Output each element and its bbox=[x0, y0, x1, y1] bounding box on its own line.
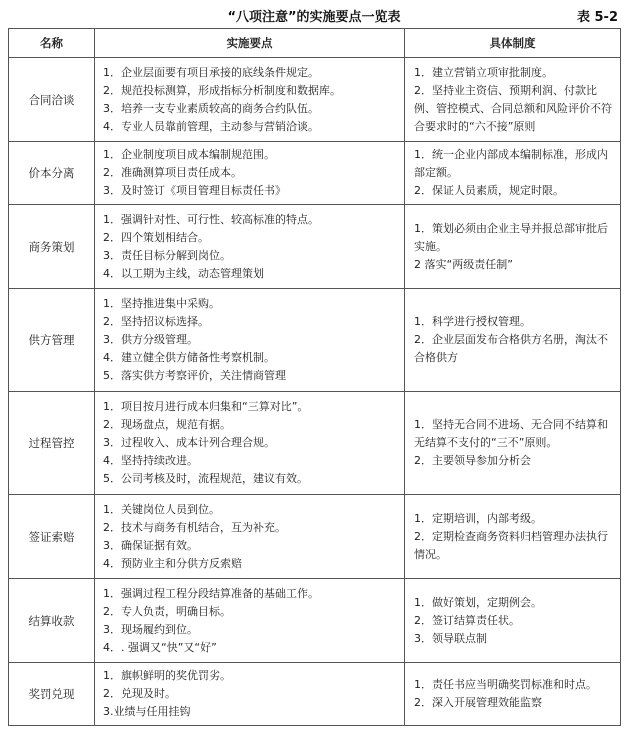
point-item: 3．及时签订《项目管理目标责任书》 bbox=[103, 184, 286, 197]
rule-item: 2．定期检查商务资料归档管理办法执行情况。 bbox=[414, 529, 608, 561]
rule-item: 2．主要领导参加分析会 bbox=[414, 454, 531, 467]
rule-item: 1．做好策划，定期例会。 bbox=[414, 595, 542, 609]
point-item: 3．责任目标分解到岗位。 bbox=[103, 248, 231, 262]
point-item: 1．企业制度项目成本编制规范围。 bbox=[103, 148, 275, 161]
point-item: 2．四个策划相结合。 bbox=[103, 230, 209, 244]
point-item: 1．企业层面要有项目承接的底线条件规定。 bbox=[103, 65, 319, 79]
table-row bbox=[9, 142, 621, 205]
point-item: 1．强调针对性、可行性、较高标准的特点。 bbox=[103, 212, 319, 226]
point-item: 1．旗帜鲜明的奖优罚劣。 bbox=[103, 669, 231, 682]
row-name: 过程管控 bbox=[9, 392, 95, 495]
row-points bbox=[95, 205, 405, 289]
rule-item: 3．领导联点制 bbox=[414, 631, 487, 645]
column-header-name: 名称 bbox=[9, 29, 95, 58]
point-item: 4．预防业主和分供方反索赔 bbox=[103, 556, 242, 570]
row-points bbox=[95, 142, 405, 205]
row-name: 奖罚兑现 bbox=[9, 663, 95, 726]
row-rules bbox=[405, 392, 621, 495]
rule-item: 1．定期培训，内部考级。 bbox=[414, 511, 542, 525]
point-item: 5．落实供方考察评价，关注情商管理 bbox=[103, 369, 286, 382]
table-row bbox=[9, 579, 621, 663]
point-item: 4．以工期为主线，动态管理策划 bbox=[103, 266, 264, 280]
table-row bbox=[9, 58, 621, 142]
table-row bbox=[9, 205, 621, 289]
row-points bbox=[95, 579, 405, 663]
table-row bbox=[9, 392, 621, 495]
implementation-table bbox=[8, 28, 621, 726]
table-title: “八项注意”的实施要点一览表 bbox=[227, 10, 401, 25]
row-name: 结算收款 bbox=[9, 579, 95, 663]
point-item: 3．确保证据有效。 bbox=[103, 538, 198, 552]
row-rules bbox=[405, 58, 621, 142]
point-item: 1．关键岗位人员到位。 bbox=[103, 502, 220, 516]
rule-item: 1．建立营销立项审批制度。 bbox=[414, 65, 553, 79]
point-item: 4．建立健全供方储备性考察机制。 bbox=[103, 351, 275, 364]
rule-item: 2．保证人员素质，规定时限。 bbox=[414, 184, 564, 197]
row-points bbox=[95, 289, 405, 392]
point-item: 3.业绩与任用挂钩 bbox=[103, 705, 191, 718]
rule-item: 2．企业层面发布合格供方名册，淘汰不合格供方 bbox=[414, 333, 608, 364]
rule-item: 2．坚持业主资信、预期利润、付款比例、管控模式、合同总额和风险评价不符合要求时的“六不接”原则 bbox=[414, 83, 612, 133]
rule-item: 1．策划必须由企业主导并报总部审批后实施。 bbox=[414, 221, 608, 253]
point-item: 2．坚持招议标选择。 bbox=[103, 315, 209, 328]
row-name: 合同洽谈 bbox=[9, 58, 95, 142]
point-item: 2．规范投标测算，形成指标分析制度和数据库。 bbox=[103, 83, 341, 97]
point-item: 2．兑现及时。 bbox=[103, 687, 176, 700]
row-name: 商务策划 bbox=[9, 205, 95, 289]
point-item: 4．. 强调又“快”又“好” bbox=[103, 640, 217, 654]
row-points bbox=[95, 58, 405, 142]
point-item: 1．坚持推进集中采购。 bbox=[103, 297, 220, 310]
row-rules bbox=[405, 579, 621, 663]
row-name: 签证索赔 bbox=[9, 495, 95, 579]
rule-item: 2．签订结算责任状。 bbox=[414, 613, 520, 627]
table-number: 表 5-2 bbox=[576, 10, 618, 25]
row-name: 价本分离 bbox=[9, 142, 95, 205]
rule-item: 2．深入开展管理效能监察 bbox=[414, 696, 542, 709]
rule-item: 2 落实“两级责任制” bbox=[414, 257, 513, 271]
row-rules bbox=[405, 663, 621, 726]
point-item: 3．过程收入、成本计列合理合规。 bbox=[103, 436, 275, 449]
rule-item: 1．科学进行授权管理。 bbox=[414, 315, 531, 328]
row-points bbox=[95, 392, 405, 495]
point-item: 3．培养一支专业素质较高的商务合约队伍。 bbox=[103, 101, 319, 115]
row-rules bbox=[405, 205, 621, 289]
point-item: 1．强调过程工程分段结算准备的基础工作。 bbox=[103, 586, 319, 600]
point-item: 2．技术与商务有机结合，互为补充。 bbox=[103, 520, 286, 534]
row-points bbox=[95, 495, 405, 579]
table-row bbox=[9, 663, 621, 726]
row-rules bbox=[405, 142, 621, 205]
point-item: 2．现场盘点，规范有据。 bbox=[103, 418, 231, 431]
point-item: 4．坚持持续改进。 bbox=[103, 454, 198, 467]
point-item: 3．现场履约到位。 bbox=[103, 622, 198, 636]
column-header-rules: 具体制度 bbox=[405, 29, 621, 58]
row-name: 供方管理 bbox=[9, 289, 95, 392]
point-item: 3．供方分级管理。 bbox=[103, 333, 198, 346]
rule-item: 1．坚持无合同不进场、无合同不结算和无结算不支付的“三不”原则。 bbox=[414, 418, 608, 449]
table-row bbox=[9, 289, 621, 392]
point-item: 2．准确测算项目责任成本。 bbox=[103, 166, 242, 179]
title-row bbox=[0, 0, 628, 28]
rule-item: 1．统一企业内部成本编制标准，形成内部定额。 bbox=[414, 148, 608, 179]
point-item: 1．项目按月进行成本归集和“三算对比”。 bbox=[103, 400, 309, 413]
point-item: 5．公司考核及时，流程规范，建议有效。 bbox=[103, 472, 308, 485]
row-rules bbox=[405, 289, 621, 392]
row-rules bbox=[405, 495, 621, 579]
column-header-points: 实施要点 bbox=[95, 29, 405, 58]
rule-item: 1．责任书应当明确奖罚标准和时点。 bbox=[414, 678, 597, 691]
point-item: 4．专业人员靠前管理，主动参与营销洽谈。 bbox=[103, 119, 319, 133]
header-row bbox=[9, 29, 621, 58]
row-points bbox=[95, 663, 405, 726]
point-item: 2．专人负责，明确目标。 bbox=[103, 604, 231, 618]
table-row bbox=[9, 495, 621, 579]
